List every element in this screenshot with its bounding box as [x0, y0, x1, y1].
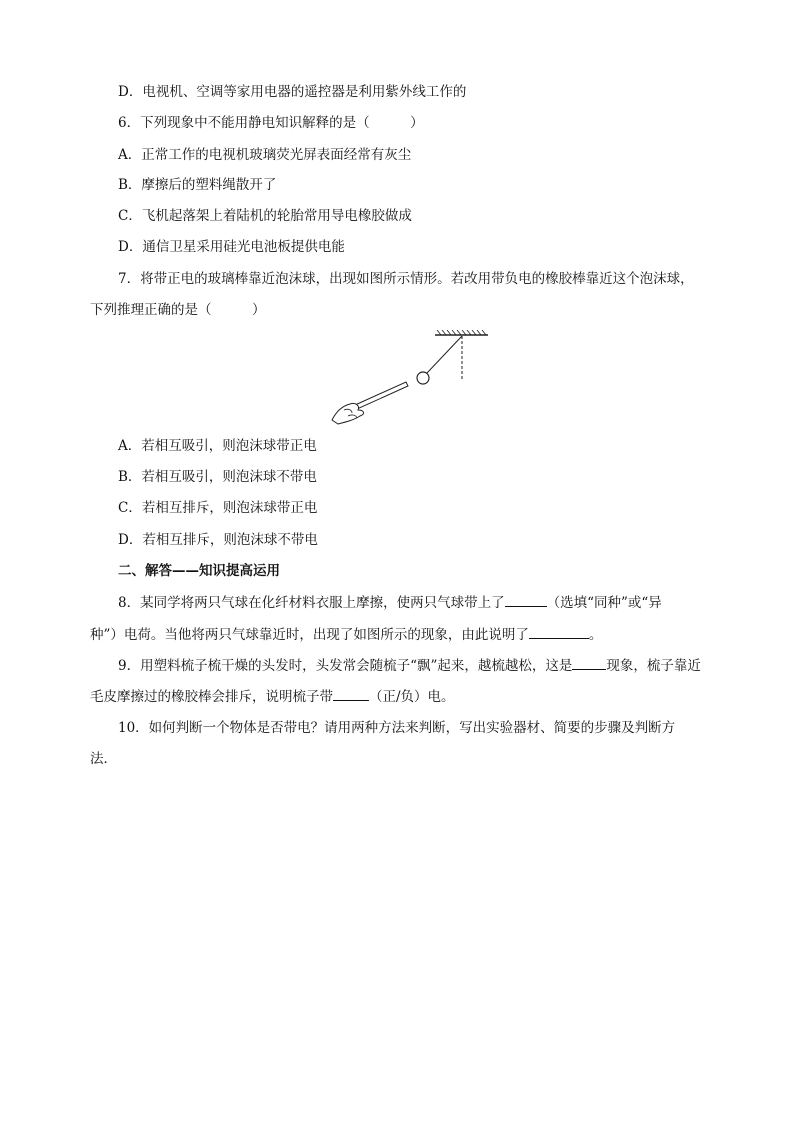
q6-option-c: C．飞机起落架上着陆机的轮胎常用导电橡胶做成 — [118, 208, 412, 224]
suspension-thread — [427, 336, 462, 373]
q9-blank-1[interactable] — [572, 655, 606, 670]
q7-option-c: C．若相互排斥，则泡沫球带正电 — [118, 500, 318, 516]
q7-stem-line1: 7．将带正电的玻璃棒靠近泡沫球，出现如图所示情形。若改用带负电的橡胶棒靠近这个泡沫球， — [118, 271, 694, 287]
foam-ball — [417, 372, 429, 384]
charged-rod-foam-ball-figure — [330, 330, 495, 425]
q8-line2: 种”）电荷。当他将两只气球靠近时，出现了如图所示的现象，由此说明了 。 — [90, 624, 602, 645]
hand-icon — [332, 403, 364, 424]
q7-stem-line2: 下列推理正确的是（ ） — [90, 302, 266, 318]
q6-option-a: A．正常工作的电视机玻璃荧光屏表面经常有灰尘 — [118, 147, 412, 163]
section-title: 二、解答——知识提高运用 — [118, 563, 280, 579]
q10-line1: 10．如何判断一个物体是否带电？请用两种方法来判断，写出实验器材、简要的步骤及判断方 — [118, 720, 676, 736]
q7-option-d: D．若相互排斥，则泡沫球不带电 — [118, 532, 318, 548]
q6-option-d: D．通信卫星采用硅光电池板提供电能 — [118, 239, 345, 255]
q8-blank-1[interactable] — [505, 592, 547, 607]
q9-line1: 9．用塑料梳子梳干燥的头发时，头发常会随梳子“飘”起来，越梳越松，这是 现象，梳子靠近 — [118, 655, 701, 676]
q6-option-b: B．摩擦后的塑料绳散开了 — [118, 177, 277, 193]
q5-option-d: D．电视机、空调等家用电器的遥控器是利用紫外线工作的 — [118, 84, 467, 100]
q8-line1: 8．某同学将两只气球在化纤材料衣服上摩擦，使两只气球带上了 （选填“同种”或“异 — [118, 592, 662, 613]
q10-line2: 法． — [90, 751, 117, 767]
q6-stem: 6．下列现象中不能用静电知识解释的是（ ） — [118, 115, 424, 131]
q7-option-b: B．若相互吸引，则泡沫球不带电 — [118, 469, 317, 485]
q8-blank-2[interactable] — [529, 624, 589, 639]
q9-line2: 毛皮摩擦过的橡胶棒会排斥，说明梳子带 （正/负）电。 — [90, 686, 455, 707]
q7-option-a: A．若相互吸引，则泡沫球带正电 — [118, 438, 317, 454]
q9-blank-2[interactable] — [333, 686, 369, 701]
